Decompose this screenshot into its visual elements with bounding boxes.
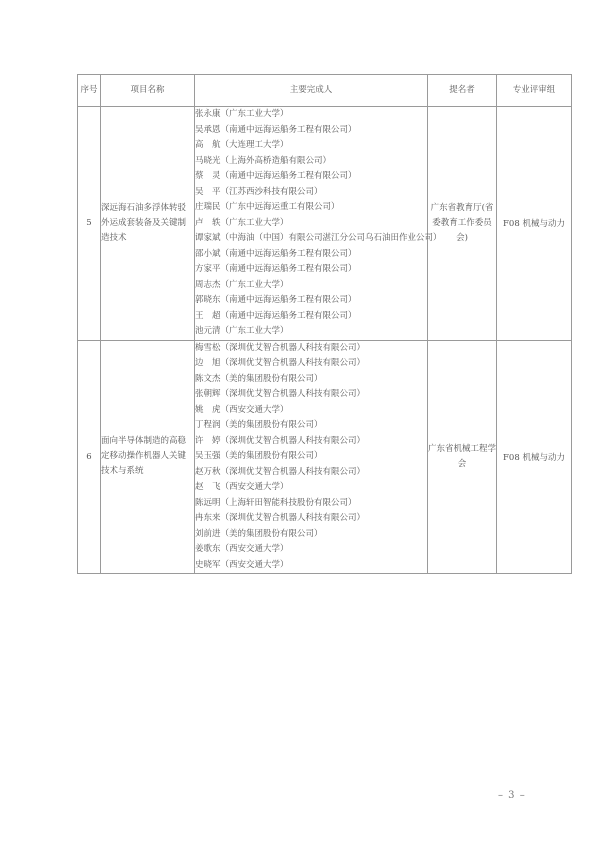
person-entry: 池元清（广东工业大学） bbox=[195, 326, 289, 336]
person-entry: 陈远明（上海轩田智能科技股份有限公司） bbox=[195, 497, 357, 508]
cell-nominator: 广东省机械工程学会 bbox=[428, 340, 497, 574]
person-entry: 谭家斌（中海油（中国）有限公司湛江分公司乌石油田作业公司） bbox=[195, 233, 442, 243]
person-entry: 张朝辉（深圳优艾智合机器人科技有限公司） bbox=[195, 389, 366, 399]
cell-nominator: 广东省教育厅(省委教育工作委员会) bbox=[428, 107, 497, 341]
header-project: 项目名称 bbox=[101, 75, 195, 107]
header-seq: 序号 bbox=[78, 75, 101, 107]
cell-project-name: 面向半导体制造的高稳定移动操作机器人关键技术与系统 bbox=[101, 340, 195, 574]
table-row bbox=[78, 107, 572, 341]
person-entry: 张永康（广东工业大学） bbox=[195, 109, 289, 119]
person-entry: 方家平（南通中远海运船务工程有限公司） bbox=[195, 264, 357, 274]
cell-project-name: 深远海石油多浮体转驳外运成套装备及关键制造技术 bbox=[101, 107, 195, 341]
cell-review-group: F08 机械与动力 bbox=[497, 107, 572, 341]
person-entry: 许 婷（深圳优艾智合机器人科技有限公司） bbox=[195, 435, 366, 446]
header-nominator: 提名者 bbox=[428, 75, 497, 107]
person-entry: 陈文杰（美的集团股份有限公司） bbox=[195, 373, 323, 384]
person-entry: 边 旭（深圳优艾智合机器人科技有限公司） bbox=[195, 358, 366, 368]
cell-seq: 6 bbox=[78, 340, 101, 574]
person-entry: 刘前进（美的集团股份有限公司） bbox=[195, 528, 323, 539]
page-number: – 3 – bbox=[498, 790, 526, 801]
person-entry: 吴 平（江苏西沙科技有限公司） bbox=[195, 186, 323, 197]
person-entry: 周志杰（广东工业大学） bbox=[195, 279, 289, 290]
person-entry: 高 航（大连理工大学） bbox=[195, 140, 289, 150]
table-header-row bbox=[78, 75, 572, 107]
table-row bbox=[78, 340, 572, 574]
person-entry: 梅雪松（深圳优艾智合机器人科技有限公司） bbox=[195, 342, 366, 353]
header-people: 主要完成人 bbox=[195, 75, 428, 107]
person-entry: 蔡 灵（南通中远海运船务工程有限公司） bbox=[195, 171, 357, 181]
table-body bbox=[78, 107, 572, 574]
person-entry: 丁程润（美的集团股份有限公司） bbox=[195, 420, 323, 430]
person-entry: 赵万秋（深圳优艾智合机器人科技有限公司） bbox=[195, 466, 366, 477]
person-entry: 王 超（南通中远海运船务工程有限公司） bbox=[195, 310, 357, 321]
cell-people bbox=[195, 107, 442, 341]
person-entry: 姚 虎（西安交通大学） bbox=[195, 404, 289, 415]
header-group: 专业评审组 bbox=[497, 75, 572, 107]
person-entry: 马晓光（上海外高桥造船有限公司） bbox=[195, 155, 332, 166]
person-entry: 赵 飞（西安交通大学） bbox=[195, 482, 289, 492]
person-entry: 吴承恩（南通中远海运船务工程有限公司） bbox=[195, 124, 357, 135]
cell-review-group: F08 机械与动力 bbox=[497, 340, 572, 574]
cell-seq: 5 bbox=[78, 107, 101, 341]
person-entry: 姜歌东（西安交通大学） bbox=[195, 544, 289, 554]
person-entry: 史晓军（西安交通大学） bbox=[195, 559, 289, 570]
person-entry: 吴玉强（美的集团股份有限公司） bbox=[195, 451, 323, 461]
cell-people bbox=[195, 340, 428, 574]
person-entry: 卢 轶（广东工业大学） bbox=[195, 217, 289, 228]
award-table bbox=[77, 74, 572, 574]
person-entry: 冉东来（深圳优艾智合机器人科技有限公司） bbox=[195, 513, 366, 523]
person-entry: 郭晓东（南通中远海运船务工程有限公司） bbox=[195, 295, 357, 305]
person-entry: 邵小斌（南通中远海运船务工程有限公司） bbox=[195, 248, 357, 259]
person-entry: 庄瑞民（广东中远海运重工有限公司） bbox=[195, 202, 340, 212]
